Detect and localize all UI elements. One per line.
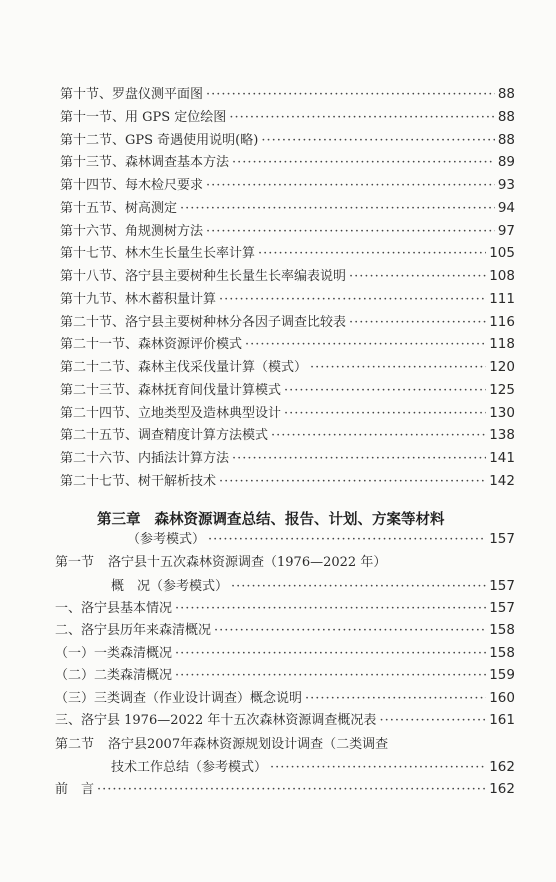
page-number: 158 — [489, 645, 515, 661]
toc-entry-label: 第十三节、森林调查基本方法 — [60, 155, 230, 171]
chapter-item[interactable] — [55, 711, 515, 730]
page-number: 161 — [489, 712, 515, 728]
toc-entry-label: 第二十四节、立地类型及造林典型设计 — [60, 405, 282, 421]
toc-entry[interactable] — [60, 313, 515, 332]
section-1-heading[interactable] — [55, 554, 386, 572]
toc-entry-label: 第十六节、角规测树方法 — [60, 223, 204, 239]
toc-entry-label: 第十五节、树高测定 — [60, 200, 178, 216]
leader-dots — [97, 781, 486, 799]
chapter-item-label: 三、洛宁县 1976—2022 年十五次森林资源调查概况表 — [55, 713, 377, 728]
toc-entry-label: 第十七节、林木生长量生长率计算 — [60, 246, 256, 262]
toc-entry[interactable] — [60, 449, 515, 468]
toc-entry[interactable] — [60, 85, 515, 104]
leader-dots — [258, 245, 486, 263]
toc-entry[interactable] — [60, 222, 515, 241]
leader-dots — [206, 223, 495, 241]
section-2-title: 洛宁县2007年森林资源规划设计调查（二类调查 — [108, 737, 389, 752]
leader-dots — [206, 86, 495, 104]
page-number: 141 — [489, 450, 515, 466]
toc-entry[interactable] — [60, 199, 515, 218]
toc-entry[interactable] — [60, 176, 515, 195]
toc-entry-label: 第十一节、用 GPS 定位绘图 — [60, 109, 227, 125]
toc-entry[interactable] — [60, 358, 515, 377]
chapter-item[interactable] — [55, 599, 515, 618]
toc-entry[interactable] — [60, 108, 515, 127]
toc-entry-label: 第二十二节、森林主伐采伐量计算（模式） — [60, 360, 308, 375]
toc-entry[interactable] — [60, 290, 515, 309]
chapter-item-label: （三）三类调查（作业设计调查）概念说明 — [55, 691, 303, 706]
section-1-title: 洛宁县十五次森林资源调查（1976—2022 年） — [108, 555, 387, 570]
page-number: 108 — [489, 268, 515, 284]
toc-entry-label: 第二十六节、内插法计算方法 — [60, 451, 230, 466]
leader-dots — [284, 405, 486, 423]
page-number: 159 — [489, 667, 515, 683]
toc-entry[interactable] — [60, 472, 515, 491]
chapter-heading — [97, 508, 445, 529]
leader-dots — [379, 712, 486, 730]
page-number: 162 — [489, 781, 515, 797]
page-number: 157 — [489, 578, 515, 594]
chapter-subtitle: （参考模式） — [127, 532, 206, 547]
toc-entry-label: 第二十节、洛宁县主要树种林分各因子调查比较表 — [60, 314, 347, 330]
preface-row[interactable] — [55, 780, 515, 799]
leader-dots — [175, 600, 486, 618]
leader-dots — [232, 154, 495, 172]
leader-dots — [310, 359, 486, 377]
chapter-item-label: （二）二类森清概况 — [55, 668, 173, 683]
page-number: 158 — [489, 622, 515, 638]
page-number: 160 — [489, 690, 515, 706]
page-number: 118 — [489, 336, 515, 353]
section-1-line2-row[interactable] — [111, 577, 515, 596]
chapter-item-label: 一、洛宁县基本情况 — [55, 601, 173, 616]
toc-entry[interactable] — [60, 153, 515, 172]
leader-dots — [229, 109, 495, 127]
page-number: 88 — [497, 131, 515, 148]
leader-dots — [349, 314, 486, 332]
page-number: 120 — [489, 359, 515, 375]
section-2-line2-row[interactable] — [111, 758, 515, 777]
leader-dots — [261, 132, 494, 150]
leader-dots — [180, 200, 495, 218]
page-number: 162 — [489, 759, 515, 775]
page-number: 125 — [489, 381, 515, 398]
chapter-item-label: 二、洛宁县历年来森清概况 — [55, 623, 212, 638]
section-2-label: 第二节 — [55, 737, 95, 752]
leader-dots — [214, 622, 486, 640]
leader-dots — [208, 531, 486, 549]
preface-label: 前 言 — [55, 782, 95, 797]
chapter-title: 森林资源调查总结、报告、计划、方案等材料 — [154, 512, 445, 528]
toc-entry-label: 第二十七节、树干解析技术 — [60, 473, 217, 489]
leader-dots — [245, 336, 486, 354]
leader-dots — [231, 578, 486, 596]
page-number: 89 — [497, 154, 515, 171]
page-number: 142 — [489, 472, 515, 489]
leader-dots — [175, 667, 486, 685]
chapter-number: 第三章 — [97, 512, 141, 528]
page-number: 88 — [497, 108, 515, 125]
chapter-item[interactable] — [55, 644, 515, 663]
chapter-subtitle-row[interactable] — [127, 530, 515, 549]
chapter-item[interactable] — [55, 666, 515, 685]
section-1-line2: 概 况（参考模式） — [111, 579, 229, 594]
leader-dots — [206, 177, 495, 195]
toc-entry[interactable] — [60, 404, 515, 423]
leader-dots — [284, 382, 486, 400]
chapter-item[interactable] — [55, 621, 515, 640]
page-number: 97 — [497, 222, 515, 239]
section-1-label: 第一节 — [55, 555, 95, 570]
leader-dots — [219, 473, 486, 491]
page-number: 157 — [489, 600, 515, 616]
toc-entry-label: 第十四节、每木检尺要求 — [60, 178, 204, 193]
toc-entry-label: 第十二节、GPS 奇遇使用说明(略) — [60, 132, 259, 148]
page-number: 111 — [489, 290, 515, 307]
page-number: 130 — [489, 404, 515, 421]
section-2-line2: 技术工作总结（参考模式） — [111, 760, 268, 775]
page-number: 88 — [497, 86, 515, 102]
toc-entry-label: 第二十一节、森林资源评价模式 — [60, 337, 243, 353]
leader-dots — [270, 759, 486, 777]
toc-entry-label: 第十九节、林木蓄积量计算 — [60, 291, 217, 307]
leader-dots — [349, 268, 486, 286]
toc-entry[interactable] — [60, 335, 515, 354]
page-number: 93 — [497, 177, 515, 193]
page-number: 116 — [489, 313, 515, 330]
leader-dots — [305, 690, 486, 708]
page-number: 157 — [489, 531, 515, 547]
toc-entry[interactable] — [60, 131, 515, 150]
toc-entry-label: 第二十三节、森林抚育间伐量计算模式 — [60, 382, 282, 398]
chapter-item[interactable] — [55, 689, 515, 708]
leader-dots — [175, 645, 486, 663]
toc-entry[interactable] — [60, 267, 515, 286]
toc-entry-label: 第二十五节、调查精度计算方法模式 — [60, 428, 269, 444]
leader-dots — [271, 427, 486, 445]
toc-entry-label: 第十节、罗盘仪测平面图 — [60, 87, 204, 102]
toc-entry[interactable] — [60, 244, 515, 263]
toc-entry[interactable] — [60, 426, 515, 445]
section-2-heading[interactable] — [55, 736, 388, 754]
chapter-item-label: （一）一类森清概况 — [55, 646, 173, 661]
toc-entry-label: 第十八节、洛宁县主要树种生长量生长率编表说明 — [60, 269, 347, 284]
toc-entry[interactable] — [60, 381, 515, 400]
leader-dots — [219, 291, 486, 309]
leader-dots — [232, 450, 486, 468]
page-number: 105 — [489, 245, 515, 262]
page-number: 138 — [489, 427, 515, 444]
page-number: 94 — [497, 199, 515, 216]
